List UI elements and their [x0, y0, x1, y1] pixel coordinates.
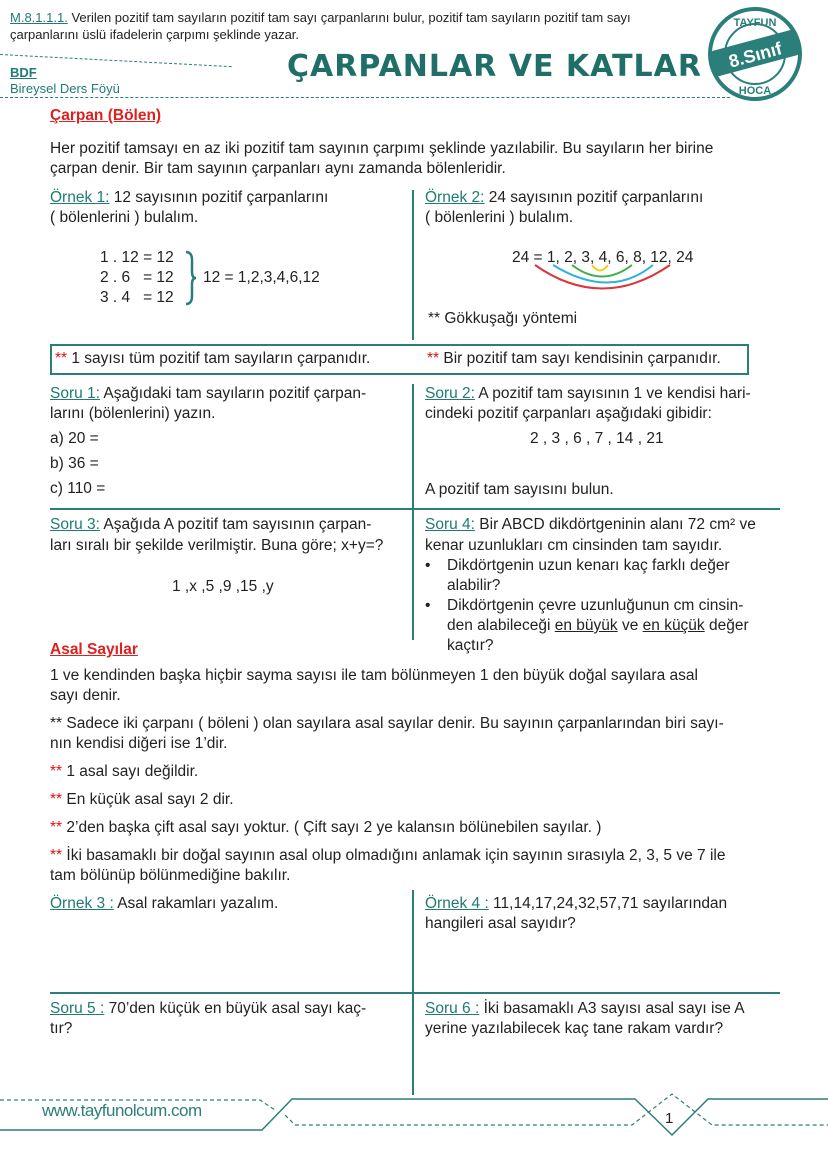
ornek4-text-2: hangileri asal sayıdır? [425, 915, 576, 932]
rainbow-arcs [520, 262, 720, 298]
soru1-b: b) 36 = [50, 455, 99, 472]
text: Aşağıda A pozitif tam sayısının çarpan- [99, 516, 372, 533]
asal-note-4b: tam bölünüp bölünmediğine bakılır. [50, 867, 291, 884]
column-divider [412, 508, 414, 640]
svg-text:8.Sınıf: 8.Sınıf [726, 38, 784, 72]
objective-text-2: çarpanlarını üslü ifadelerin çarpımı şeklinde yazar. [10, 27, 300, 42]
soru1-a: a) 20 = [50, 430, 99, 447]
ornek3-text [50, 895, 278, 913]
stars: ** [50, 791, 63, 808]
text: 70’den küçük en büyük asal sayı kaç- [104, 1000, 367, 1017]
text: 1 sayısı tüm pozitif tam sayıların çarpanıdır. [67, 350, 371, 367]
text-en-kucuk: en küçük [642, 617, 705, 634]
text: En küçük asal sayı 2 dir. [62, 791, 234, 808]
note-1 [55, 350, 370, 368]
divider [0, 97, 730, 98]
paragraph: Her pozitif tamsayı en az iki pozitif tam sayının çarpımı şeklinde yazılabilir. Bu sayıların her birine [50, 140, 714, 157]
stamp-logo [707, 6, 803, 102]
ornek2-label: Örnek 2: [425, 189, 485, 206]
ornek1-row: 2 . 6 = 12 [100, 269, 174, 286]
column-divider [412, 190, 414, 340]
soru2-ask: A pozitif tam sayısını bulun. [425, 481, 614, 498]
soru2-text-2: cindeki pozitif çarpanları aşağıdaki gibidir: [425, 405, 712, 422]
paragraph: sayı denir. [50, 687, 121, 704]
soru4-text-2: kenar uzunlukları cm cinsinden tam sayıdır. [425, 537, 723, 554]
page-number: 1 [665, 1110, 674, 1127]
text: İki basamaklı A3 sayısı asal sayı ise A [479, 1000, 745, 1017]
soru2-label: Soru 2: [425, 385, 475, 402]
soru4-label: Soru 4: [425, 516, 475, 533]
soru5-text [50, 1000, 366, 1018]
soru2-values: 2 , 3 , 6 , 7 , 14 , 21 [530, 430, 664, 447]
text-en-buyuk: en büyük [554, 617, 618, 634]
soru5-text-2: tır? [50, 1020, 73, 1037]
soru1-text-2: larını (bölenlerini) yazın. [50, 405, 216, 422]
objective-code: M.8.1.1.1. [10, 10, 68, 25]
stars: ** [50, 819, 63, 836]
text: den alabileceği [447, 617, 555, 634]
text: Bir pozitif tam sayı kendisinin çarpanıdır. [439, 350, 721, 367]
soru1-text [50, 385, 366, 403]
text: 1 asal sayı değildir. [62, 763, 199, 780]
soru4-text [425, 516, 756, 534]
soru3-text [50, 516, 371, 534]
footer-site-link[interactable]: www.tayfunolcum.com [42, 1101, 202, 1120]
text: Aşağıdaki tam sayıların pozitif çarpan- [99, 385, 367, 402]
svg-text:TAYFUN: TAYFUN [733, 17, 777, 29]
text: 12 sayısının pozitif çarpanlarını [109, 189, 329, 206]
asal-note-1 [50, 763, 198, 781]
text: değer [704, 617, 749, 634]
ornek2-text [425, 189, 703, 207]
section-heading-asal: Asal Sayılar [50, 641, 138, 658]
soru5-label: Soru 5 : [50, 1000, 105, 1017]
soru4-bullet-2c: kaçtır? [447, 637, 494, 654]
paragraph: 1 ve kendinden başka hiçbir sayma sayısı ile tam bölünmeyen 1 den büyük doğal sayılara asal [50, 667, 698, 684]
ornek1-text-2: ( bölenlerini ) bulalım. [50, 209, 199, 226]
soru1-c: c) 110 = [50, 480, 106, 497]
note-2 [427, 350, 721, 368]
bdf-full: Bireysel Ders Föyü [10, 81, 120, 96]
asal-note-2 [50, 791, 234, 809]
stars: ** [427, 350, 440, 367]
soru3-label: Soru 3: [50, 516, 100, 533]
soru1-label: Soru 1: [50, 385, 100, 402]
objective [10, 9, 631, 27]
ornek4-label: Örnek 4 : [425, 895, 489, 912]
ornek2-equation: 24 = 1, 2, 3, 4, 6, 8, 12, 24 [512, 249, 694, 266]
page-title: ÇARPANLAR VE KATLAR [287, 49, 702, 84]
soru6-label: Soru 6 : [425, 1000, 480, 1017]
paragraph: nın kendisi diğeri ise 1’dir. [50, 735, 228, 752]
bdf-label: BDF [10, 65, 37, 80]
stars: ** [50, 763, 63, 780]
soru3-text-2: ları sıralı bir şekilde verilmiştir. Buna göre; x+y=? [50, 537, 384, 554]
svg-text:HOCA: HOCA [738, 85, 772, 97]
text: A pozitif tam sayısının 1 ve kendisi hari- [474, 385, 751, 402]
ornek2-text-2: ( bölenlerini ) bulalım. [425, 209, 574, 226]
soru6-text-2: yerine yazılabilecek kaç tane rakam vardır? [425, 1020, 724, 1037]
soru3-values: 1 ,x ,5 ,9 ,15 ,y [172, 578, 274, 595]
text: 2’den başka çift asal sayı yoktur. ( Çift sayı 2 ye kalansın bölünebilen sayılar. ) [62, 819, 602, 836]
row-divider [50, 992, 780, 994]
bullet: • [425, 557, 431, 574]
ornek3-label: Örnek 3 : [50, 895, 114, 912]
paragraph: ** Sadece iki çarpanı ( böleni ) olan sayılara asal sayılar denir. Bu sayının çarpanlarından biri sayı- [50, 715, 724, 732]
soru4-bullet-2: Dikdörtgenin çevre uzunluğunun cm cinsin- [447, 597, 744, 614]
text: ve [617, 617, 643, 634]
row-divider [50, 508, 780, 510]
soru2-text [425, 385, 751, 403]
stars: ** [55, 350, 68, 367]
text: 11,14,17,24,32,57,71 sayılarından [488, 895, 728, 912]
text: 24 sayısının pozitif çarpanlarını [484, 189, 704, 206]
soru6-text [425, 1000, 745, 1018]
text: Bir ABCD dikdörtgeninin alanı 72 cm² ve [474, 516, 756, 533]
paragraph: çarpan denir. Bir tam sayının çarpanları aynı zamanda bölenleridir. [50, 160, 506, 177]
section-heading-carpan: Çarpan (Bölen) [50, 107, 162, 124]
rainbow-method: ** Gökkuşağı yöntemi [428, 310, 578, 327]
ornek1-label: Örnek 1: [50, 189, 110, 206]
ornek1-text [50, 189, 328, 207]
ornek4-text [425, 895, 727, 913]
soru4-bullet-1: Dikdörtgenin uzun kenarı kaç farklı değer [447, 557, 730, 574]
objective-text: Verilen pozitif tam sayıların pozitif tam sayı çarpanlarını bulur, pozitif tam sayıların pozitif tam sayı [71, 10, 631, 25]
asal-note-4 [50, 847, 725, 865]
text: Asal rakamları yazalım. [113, 895, 279, 912]
ornek1-result: 12 = 1,2,3,4,6,12 [203, 269, 320, 286]
bullet: • [425, 597, 431, 614]
ornek1-row: 3 . 4 = 12 [100, 289, 174, 306]
soru4-bullet-2b [447, 617, 749, 635]
stars: ** [50, 847, 63, 864]
ornek1-row: 1 . 12 = 12 [100, 249, 174, 266]
column-divider [412, 384, 414, 509]
soru4-bullet-1b: alabilir? [447, 577, 501, 594]
text: İki basamaklı bir doğal sayının asal olup olmadığını anlamak için sayının sırasıyla 2, 3, 5 ve 7 ile [62, 847, 726, 864]
curly-brace-icon [183, 250, 197, 311]
asal-note-3 [50, 819, 601, 837]
